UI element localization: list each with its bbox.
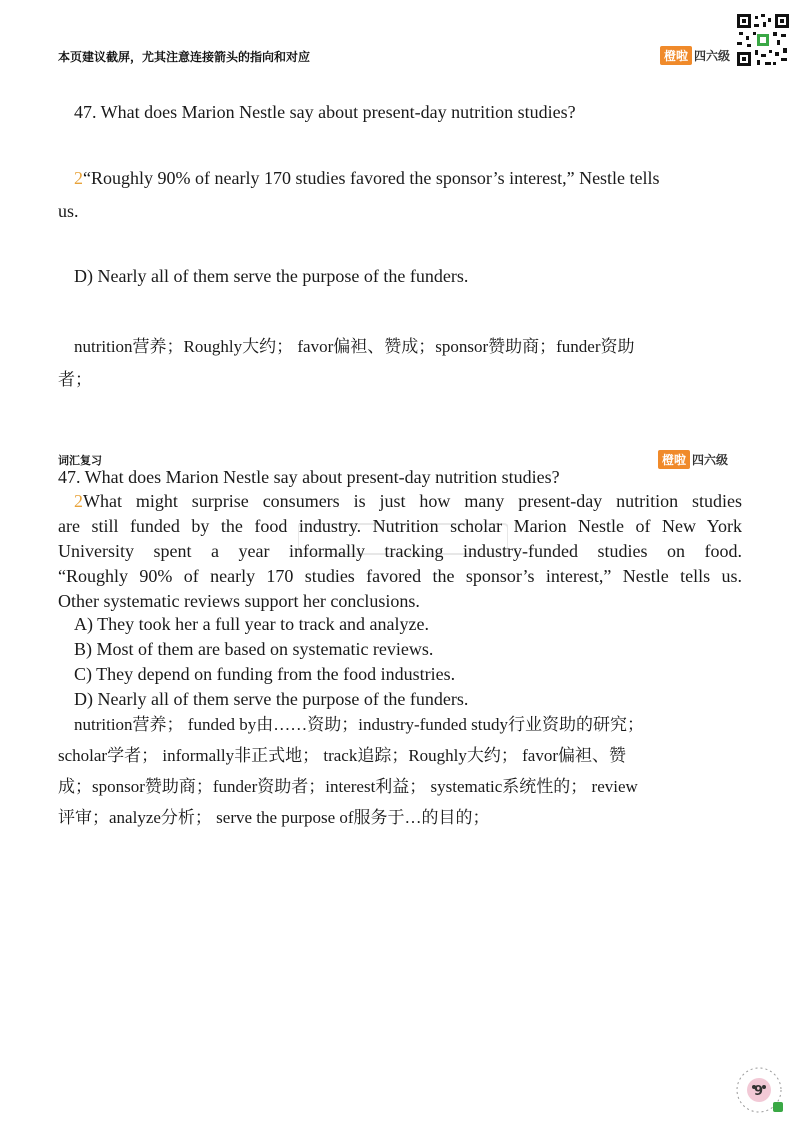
para-line-4: “Roughly 90% of nearly 170 studies favored the sponsor’s interest,” Nestle tells us. xyxy=(58,566,742,586)
vocab-line-1: nutrition营养； funded by由……资助；industry-funded study行业资助的研究； xyxy=(74,715,644,734)
vocab-line-2: scholar学者； informally非正式地； track追踪；Roughly大约； favor偏袒、赞 xyxy=(58,746,627,765)
brand-badge: 橙啦 xyxy=(660,46,692,65)
section2-vocab xyxy=(58,709,742,833)
summary-vocab-line1: nutrition营养；Roughly大约； favor偏袒、赞成；sponsor赞助商；funder资助 xyxy=(74,337,635,356)
option-c: C) They depend on funding from the food industries. xyxy=(74,664,456,684)
option-d: D) Nearly all of them serve the purpose of the funders. xyxy=(74,689,469,709)
vocab-line-4: 评审；analyze分析； serve the purpose of服务于…的目的； xyxy=(58,808,490,827)
option-b: B) Most of them are based on systematic reviews. xyxy=(74,639,434,659)
para-line-1: 2What might surprise consumers is just how many present-day nutrition studies xyxy=(74,491,742,511)
paragraph-number: 2 xyxy=(74,168,83,188)
section2-paragraph xyxy=(58,489,742,614)
brand-text: 四六级 xyxy=(694,49,731,63)
quote-text: “Roughly 90% of nearly 170 studies favored the sponsor’s interest,” Nestle tells xyxy=(83,168,660,188)
qr-code-icon xyxy=(735,12,791,68)
summary-quote-line1 xyxy=(74,166,660,191)
section2-question: 47. What does Marion Nestle say about present-day nutrition studies? xyxy=(58,467,560,487)
page-marker-icon xyxy=(733,1062,785,1116)
vocab-line-3: 成；sponsor赞助商；funder资助者；interest利益； systematic系统性的； review xyxy=(58,777,638,796)
brand-text-2: 四六级 xyxy=(692,453,729,467)
screenshot-tip: 本页建议截屏，尤其注意连接箭头的指向和对应 xyxy=(58,50,311,64)
page-number: 9 xyxy=(754,1084,764,1099)
paragraph-number-2: 2 xyxy=(74,491,83,511)
brand-logo xyxy=(660,46,730,65)
vocab-review-label: 词汇复习 xyxy=(58,454,102,467)
para-line-3: University spent a year informally tracking industry-funded studies on food. xyxy=(58,541,742,561)
summary-question: 47. What does Marion Nestle say about present-day nutrition studies? xyxy=(74,102,576,122)
summary-quote-line2: us. xyxy=(58,201,79,221)
summary-answer: D) Nearly all of them serve the purpose of the funders. xyxy=(74,266,469,286)
brand-badge-2: 橙啦 xyxy=(658,450,690,469)
option-a: A) They took her a full year to track and analyze. xyxy=(74,614,430,634)
para-line-2: are still funded by the food industry. Nutrition scholar Marion Nestle of New York xyxy=(58,516,742,536)
brand-logo-2 xyxy=(658,450,728,469)
summary-vocab-line2: 者； xyxy=(58,370,92,389)
para-line-5: Other systematic reviews support her conclusions. xyxy=(58,591,420,611)
option-list xyxy=(74,612,468,712)
